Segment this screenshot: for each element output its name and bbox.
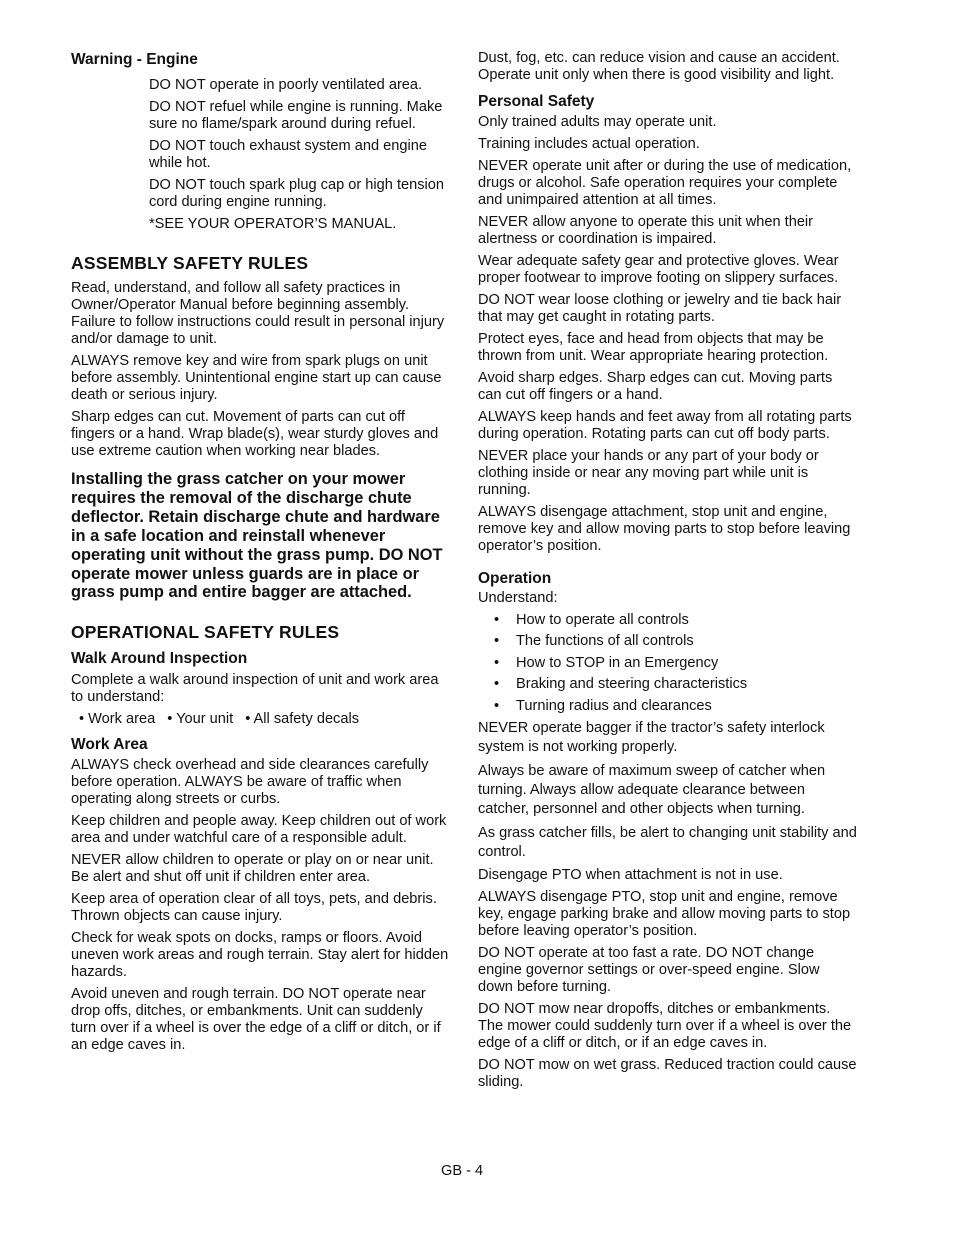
left-column — [71, 50, 451, 1059]
personal-safety-paragraph: Protect eyes, face and head from objects that may be thrown from unit. Wear appropriate hearing protection. — [478, 331, 829, 364]
walk-around-heading: Walk Around Inspection — [71, 650, 248, 668]
operation-paragraph: ALWAYS disengage PTO, stop unit and engine, remove key, engage parking brake and allow moving parts to stop before leaving operator’s position. — [478, 888, 851, 939]
list-item: • Braking and steering characteristics — [494, 676, 858, 693]
operation-paragraph: Disengage PTO when attachment is not in use. — [478, 866, 783, 883]
warning-engine-heading: Warning - Engine — [71, 51, 198, 68]
list-item: • The functions of all controls — [494, 633, 858, 650]
personal-safety-heading: Personal Safety — [478, 93, 595, 110]
assembly-paragraph: Sharp edges can cut. Movement of parts can cut off fingers or a hand. Wrap blade(s), wear sturdy gloves and use extreme caution when working near blades. — [71, 409, 439, 459]
warning-item: *SEE YOUR OPERATOR’S MANUAL. — [149, 216, 397, 232]
list-item: • How to operate all controls — [494, 612, 858, 629]
warning-item: DO NOT touch exhaust system and engine while hot. — [149, 138, 427, 171]
personal-safety-paragraph: NEVER operate unit after or during the use of medication, drugs or alcohol. Safe operation requires your complete and unimpaired attention at all times. — [478, 158, 852, 208]
operation-paragraph: DO NOT mow near dropoffs, ditches or embankments. The mower could suddenly turn over if a wheel is over the edge of a cliff or ditch, or if an edge caves in. — [478, 1000, 852, 1051]
assembly-paragraph: Read, understand, and follow all safety practices in Owner/Operator Manual before beginning assembly. Failure to follow instructions could result in personal injury and/or damage to unit. — [71, 280, 445, 347]
warning-item: DO NOT touch spark plug cap or high tension cord during engine running. — [149, 177, 445, 210]
operational-heading: OPERATIONAL SAFETY RULES — [71, 622, 340, 643]
personal-safety-paragraph: ALWAYS keep hands and feet away from all rotating parts during operation. Rotating parts can cut off body parts. — [478, 409, 852, 442]
walk-around-item: • Your unit — [167, 711, 234, 728]
grass-catcher-note: Installing the grass catcher on your mower requires the removal of the discharge chute deflector. Retain discharge chute and hardware in a safe location and reinstall whenever operating unit without the grass pump. DO NOT operate mower unless guards are in place or grass pump and entire bagger are attached. — [71, 470, 443, 602]
work-area-paragraph: NEVER allow children to operate or play on or near unit. Be alert and shut off unit if children enter area. — [71, 852, 434, 886]
list-item: • Turning radius and clearances — [494, 698, 858, 715]
assembly-paragraph: ALWAYS remove key and wire from spark plugs on unit before assembly. Unintentional engine start up can cause death or serious injury. — [71, 353, 442, 403]
assembly-heading: ASSEMBLY SAFETY RULES — [71, 253, 309, 273]
work-area-paragraph: Keep area of operation clear of all toys, pets, and debris. Thrown objects can cause injury. — [71, 891, 437, 925]
work-area-heading: Work Area — [71, 736, 148, 754]
walk-around-item: • Work area — [79, 711, 156, 728]
walk-around-item: • All safety decals — [245, 711, 360, 728]
personal-safety-paragraph: ALWAYS disengage attachment, stop unit and engine, remove key and allow moving parts to stop before leaving operator’s position. — [478, 504, 851, 554]
understand-label: Understand: — [478, 590, 558, 606]
operation-paragraph: Always be aware of maximum sweep of catcher when turning. Always allow adequate clearance between catcher, personnel and other objects when turning. — [478, 762, 826, 817]
personal-safety-paragraph: Only trained adults may operate unit. — [478, 114, 717, 130]
operation-paragraph: DO NOT operate at too fast a rate. DO NOT change engine governor settings or over-speed engine. Slow down before turning. — [478, 944, 820, 995]
personal-safety-paragraph: Training includes actual operation. — [478, 136, 700, 152]
list-item: • How to STOP in an Emergency — [494, 655, 858, 672]
personal-safety-paragraph: DO NOT wear loose clothing or jewelry and tie back hair that may get caught in rotating parts. — [478, 292, 842, 325]
warning-item: DO NOT refuel while engine is running. Make sure no flame/spark around during refuel. — [149, 99, 443, 132]
personal-safety-paragraph: Avoid sharp edges. Sharp edges can cut. Moving parts can cut off fingers or a hand. — [478, 370, 833, 403]
operation-paragraph: As grass catcher fills, be alert to changing unit stability and control. — [478, 824, 857, 860]
operation-paragraph: DO NOT mow on wet grass. Reduced traction could cause sliding. — [478, 1056, 857, 1090]
walk-around-text: Complete a walk around inspection of unit and work area to understand: — [71, 672, 439, 706]
warning-item: DO NOT operate in poorly ventilated area. — [149, 77, 423, 93]
operation-paragraph: NEVER operate bagger if the tractor’s safety interlock system is not working properly. — [478, 719, 825, 755]
work-area-paragraph: Avoid uneven and rough terrain. DO NOT operate near drop offs, ditches, or embankments. Unit can suddenly turn over if a wheel is over the edge of a cliff or ditch, or if an edge caves in. — [71, 986, 441, 1054]
work-area-paragraph: Check for weak spots on docks, ramps or floors. Avoid uneven work areas and rough terrain. Stay alert for hidden hazards. — [71, 930, 449, 981]
operation-bullet-list — [478, 612, 858, 715]
personal-safety-paragraph: NEVER place your hands or any part of your body or clothing inside or near any moving part while unit is running. — [478, 448, 819, 498]
personal-safety-paragraph: NEVER allow anyone to operate this unit when their alertness or coordination is impaired. — [478, 214, 814, 247]
work-area-paragraph: ALWAYS check overhead and side clearances carefully before operation. ALWAYS be aware of traffic when operating along streets or curbs. — [71, 757, 429, 808]
walk-around-items — [71, 711, 451, 728]
visibility-paragraph: Dust, fog, etc. can reduce vision and cause an accident. Operate unit only when there is good visibility and light. — [478, 50, 840, 83]
warning-engine-list — [71, 77, 451, 233]
work-area-paragraph: Keep children and people away. Keep children out of work area and under watchful care of a responsible adult. — [71, 813, 447, 847]
right-column — [478, 50, 858, 1096]
page-number: GB - 4 — [441, 1163, 484, 1179]
operation-heading: Operation — [478, 570, 552, 587]
personal-safety-paragraph: Wear adequate safety gear and protective gloves. Wear proper footwear to improve footing on slippery surfaces. — [478, 253, 839, 286]
